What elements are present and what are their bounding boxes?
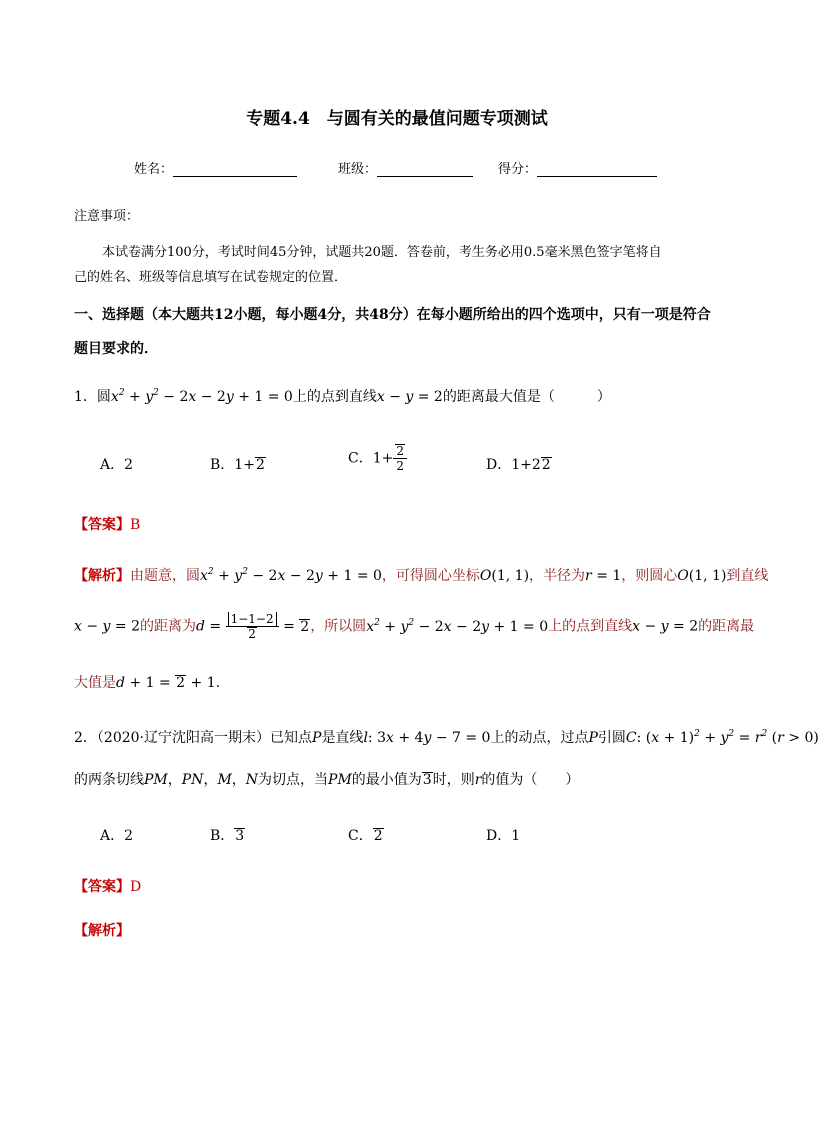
- notice-line2: 己的姓名、班级等信息填写在试卷规定的位置．: [74, 270, 348, 285]
- q2-analysis: [74, 920, 130, 940]
- section1-line1: 一、选择题（本大题共12小题，每小题4分，共48分）在每小题所给出的四个选项中，只有一项是符合: [74, 307, 711, 323]
- sqrt-symbol: 2: [255, 457, 265, 473]
- q2-option-b[interactable]: B．3: [210, 828, 245, 844]
- score-label: 得分：: [498, 162, 538, 177]
- name-blank[interactable]: [173, 162, 297, 177]
- analysis-label: 【解析】: [74, 568, 130, 584]
- fraction: $\frac{2}{2}$: [393, 444, 407, 473]
- q1-option-b[interactable]: B．1+2: [210, 457, 265, 473]
- q1-option-c[interactable]: C．1+ $\frac{2}{2}$: [348, 444, 407, 473]
- question-2: 2．（2020·辽宁沈阳高一期末）已知点P是直线l: 3x + 4y − 7 = 0上的动点，过点P引圆C: $(x + 1)^2 + y^2 = r^2$ (r > 0): [74, 729, 819, 746]
- q1-option-a[interactable]: A．2: [100, 457, 134, 473]
- q2-option-a[interactable]: A．2: [100, 828, 134, 844]
- q1-analysis-line2: x − y = 2的距离为d = $\frac{1-1-2}{2}$ = 2，所以圆$x^2 + y^2 - 2x - 2y + 1 = 0$上的点到直线x − y = 2的距离最: [74, 612, 755, 641]
- question-2-line2: 的两条切线PM，PN，M，N为切点，当PM的最小值为3时，则r的值为（ ）: [74, 772, 580, 788]
- class-blank[interactable]: [377, 162, 473, 177]
- section1-line2: 题目要求的．: [74, 341, 158, 357]
- question-1: 1．圆$x^2 + y^2 - 2x - 2y + 1 = 0$上的点到直线x − y = 2的距离最大值是（ ）: [74, 388, 611, 405]
- notice-heading: 注意事项：: [74, 209, 140, 224]
- q2-option-d[interactable]: D．1: [486, 828, 521, 844]
- q1-circle-equation: $x^2 + y^2 - 2x - 2y + 1 = 0$: [110, 388, 293, 405]
- class-field[interactable]: [338, 158, 473, 177]
- name-label: 姓名：: [134, 162, 174, 177]
- page-title: 专题4.4 与圆有关的最值问题专项测试: [246, 109, 548, 129]
- class-label: 班级：: [338, 162, 378, 177]
- q1-number: 1．: [74, 389, 97, 405]
- q2-answer: [74, 876, 141, 896]
- q2-circle-equation: C: $(x + 1)^2 + y^2 = r^2$ (r > 0): [625, 729, 819, 746]
- q2-number: 2．: [74, 730, 97, 746]
- q2-option-c[interactable]: C．2: [348, 828, 383, 844]
- sqrt-symbol: 2: [373, 828, 383, 844]
- distance-fraction: $\frac{1-1-2}{2}$: [226, 612, 279, 641]
- sqrt-symbol: 2: [541, 457, 551, 473]
- notice-line1: 本试卷满分100分，考试时间45分钟，试题共20题．答卷前，考生务必用0.5毫米黑色签字笔将自: [102, 245, 662, 260]
- name-field[interactable]: [134, 158, 297, 177]
- score-field[interactable]: [498, 158, 657, 177]
- answer-value: D: [130, 879, 142, 895]
- q1-analysis-line1: 【解析】由题意，圆$x^2 + y^2 - 2x - 2y + 1 = 0$，可得圆心坐标O(1, 1)，半径为r = 1，则圆心O(1, 1)到直线: [74, 567, 769, 584]
- q1-line-equation: x − y = 2: [376, 389, 443, 405]
- score-blank[interactable]: [537, 162, 657, 177]
- answer-label: 【答案】: [74, 879, 130, 895]
- q1-answer: [74, 514, 140, 534]
- q1-analysis-line3: 大值是d + 1 = 2 + 1.: [74, 675, 221, 691]
- analysis-label: 【解析】: [74, 923, 130, 939]
- answer-label: 【答案】: [74, 517, 130, 533]
- sqrt-symbol: 3: [235, 828, 245, 844]
- q1-option-d[interactable]: D．1+22: [486, 457, 551, 473]
- answer-value: B: [130, 517, 141, 533]
- q2-line-equation: l: 3x + 4y − 7 = 0: [363, 730, 491, 746]
